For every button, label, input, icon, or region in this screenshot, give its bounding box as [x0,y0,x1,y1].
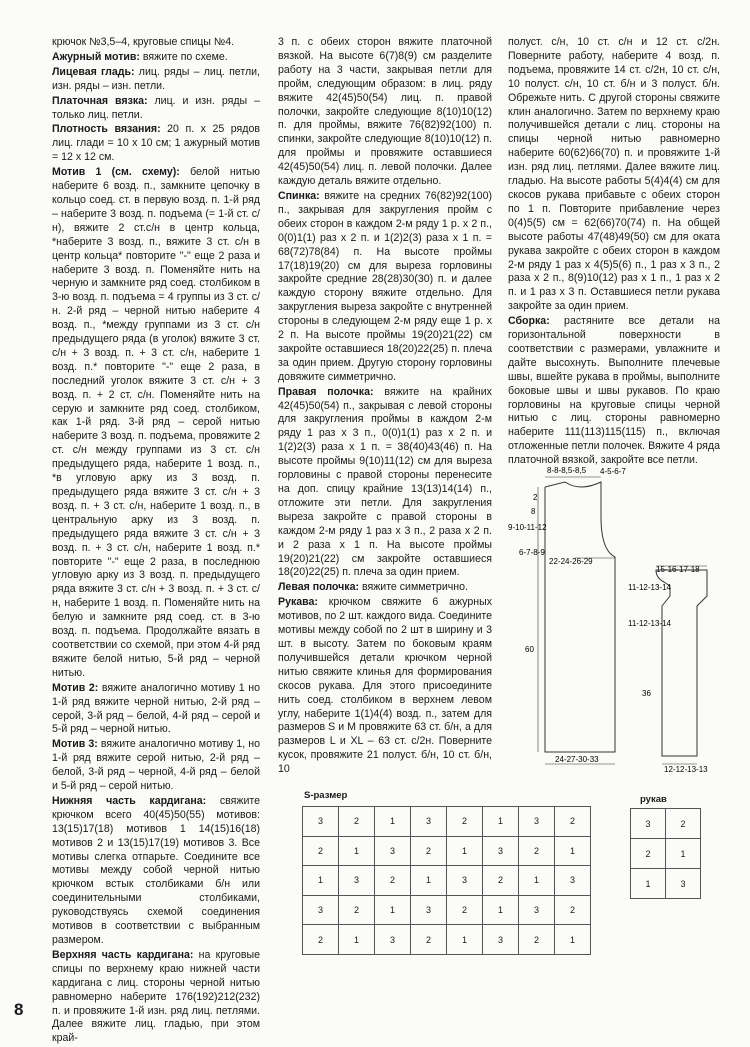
paragraph-heading: Плотность вязания: [52,123,161,136]
motif-grid-sleeve [630,808,701,899]
paragraph-heading: Рукава: [278,596,318,609]
grid-sleeve-title: рукав [640,794,667,805]
paragraph [52,949,260,1046]
label-front-neck: 8 [531,507,536,516]
grid-cell: 1 [631,869,666,899]
label-half-width: 24-27-30-33 [555,755,599,764]
paragraph-text: на круговые спицы по верхнему краю нижней части кардигана с лиц. стороны черной нитью равномерно наберите 176(192)212(232) п. и провяжите 1-й изн. ряд лиц. петлями. Далее вяжите лиц. гладью, при этом край- [52,948,260,1045]
paragraph-heading: Платочная вязка: [52,94,148,107]
grid-cell: 2 [339,807,375,837]
grid-cell: 1 [555,925,591,955]
grid-cell: 1 [339,925,375,955]
grid-cell: 1 [339,836,375,866]
label-sleeve-cap-a: 11-12-13-14 [628,583,671,592]
text-column-2 [278,36,492,778]
label-shoulder: 4-5-6-7 [600,467,626,476]
grid-row [631,839,701,869]
grid-cell: 1 [375,807,411,837]
label-sleeve-top: 15-16-17-18 [656,565,700,574]
paragraph [52,51,260,65]
label-sleeve-length: 36 [642,689,651,698]
grid-cell: 2 [555,807,591,837]
grid-row [303,807,591,837]
paragraph-heading: Ажурный мотив: [52,50,140,63]
paragraph-heading: Мотив 3: [52,738,98,751]
paragraph [52,66,260,94]
paragraph-text: полуст. с/н, 10 ст. с/н и 12 ст. с/2н. Поверните работу, наберите 4 возд. п. подъема, провяжите 14 ст. с/2н, 10 ст. с/н, 10 полуст. с/н, 10 ст. б/н и 3 полуст. б/н. Обрежьте нить. С другой стороны свяжите клин аналогично. Затем по верхнему краю получившейся детали с лиц. стороны на спицы черной нитью равномерно наберите 60(62)66(70) п. и провяжите 1-й изн. ряд лиц. петлями. Далее вяжите лиц. гладью. На высоте работы 5(4)4(4) см для скосов рукава прибавьте с обеих сторон по 1 п. Повторите прибавление через 0(4)5(5) см = 62(66)70(74) п. На общей высоте работы 47(48)49(50) см для оката рукава закройте с обеих сторон в каждом 2-м ряду 1 раз х 4(5)5(6) п., 1 раз х 3 п., 2 раза х 2 п., 8(9)10(12) раз х 1 п., 1 раз х 2 п. и 1 раз х 3 п. Оставшиеся петли рукава закройте за один прием. [508,36,720,313]
grid-cell: 3 [447,866,483,896]
text-column-3 [508,36,720,469]
grid-cell: 3 [375,836,411,866]
label-body-height: 60 [525,645,534,654]
grid-cell: 2 [411,836,447,866]
paragraph [278,36,492,189]
paragraph-heading: Сборка: [508,315,550,328]
paragraph [52,123,260,165]
grid-cell: 2 [519,925,555,955]
grid-cell: 3 [303,807,339,837]
motif-grid-s [302,806,591,955]
grid-cell: 1 [303,866,339,896]
grid-cell: 1 [519,866,555,896]
paragraph-text: вяжите на крайних 42(45)50(54) п., закрывая с левой стороны для закругления проймы в каждом 2-м ряду 1 раз х 3 п., 0(0)1(1) раз х 2 п. и 1(2)2(3) раза х 1 п. = 38(40)43(46) п. На высоте проймы 9(10)11(12) см для выреза горловины с правой стороны перенесите на доп. спицу крайние 13(13)14(14) п., отложите эти петли. Для закругления выреза закройте с правой стороны в каждом 2-м ряду 1 раз х 3 п., 2 раза х 2 п. и 2 раза х 1 п. На высоте проймы 19(20)21(22) см закройте оставшиеся 18(20)22(25) п. плеча за один прием. [278,385,492,579]
paragraph [52,166,260,681]
paragraph-text: 20 п. х 25 рядов лиц. глади = 10 х 10 см; 1 ажурный мотив = 12 х 12 см. [52,123,260,164]
grid-cell: 3 [666,869,701,899]
grid-cell: 3 [519,807,555,837]
body-schematic [505,462,626,784]
grid-cell: 3 [519,895,555,925]
grid-cell: 3 [303,895,339,925]
paragraph [52,795,260,948]
paragraph-text: 3 п. с обеих сторон вяжите платочной вязкой. На высоте 6(7)8(9) см разделите работу на 3 части, закрывая петли для пройм, следующим образом: в лиц. ряду вяжите 42(45)50(54) лиц. п. правой полочки, закройте следующие 8(10)10(12) п. для проймы, вяжите 76(82)92(100) п. спинки, закройте следующие 8(10)10(12) п. для проймы и провяжите оставшиеся 42(45)50(54) лиц. п. левой полочки. Далее каждую деталь вяжите отдельно. [278,36,492,188]
grid-cell: 2 [555,895,591,925]
grid-cell: 3 [375,925,411,955]
grid-cell: 3 [631,809,666,839]
paragraph-heading: Нижняя часть кардигана: [52,794,207,807]
grid-row [303,836,591,866]
paragraph-text: крючок №3,5–4, круговые спицы №4. [52,36,235,48]
paragraph-text: вяжите аналогично мотиву 1, но 1-й ряд вяжите серой нитью, 2-й ряд – белой, 3-й ряд – черной, 4-й ряд – белой и 5-й ряд – серой нитью. [52,738,260,793]
label-armhole-width: 22-24-26-29 [549,557,593,566]
grid-row [631,869,701,899]
grid-row [303,925,591,955]
paragraph [278,190,492,385]
page-number: 8 [14,1000,24,1019]
grid-cell: 1 [483,895,519,925]
grid-cell: 2 [447,895,483,925]
grid-cell: 2 [411,925,447,955]
paragraph [508,315,720,468]
grid-s-title: S-размер [304,790,348,801]
paragraph [278,581,492,595]
grid-row [303,895,591,925]
paragraph-text: вяжите аналогично мотиву 1 но 1-й ряд вяжите черной нитью, 2-й ряд – серой, 3-й ряд – белой, 4-й ряд – серой и 5-й ряд – черной нитью. [52,681,261,736]
label-sleeve-cap-b: 11-12-13-14 [628,619,671,628]
paragraph [52,738,260,794]
grid-cell: 2 [303,836,339,866]
grid-cell: 2 [447,807,483,837]
grid-cell: 2 [483,866,519,896]
paragraph-text: растяните все детали на горизонтальной поверхности в соответствии с размерами, увлажните и дайте высохнуть. Выполните плечевые швы, вшейте рукава в проймы, выполните боковые швы и швы рукавов. По краю горловины на круговые спицы черной нитью с лиц. стороны равномерно наберите 111(113)115(115) п., включая отложенные петли полочек. Вяжите 4 ряда платочной вязкой, закройте все петли. [508,315,720,467]
grid-cell: 3 [483,836,519,866]
text-column-1 [52,36,260,1047]
label-armhole-shape: 6-7-8-9 [519,548,545,557]
paragraph-text: свяжите крючком всего 40(45)50(55) мотивов: 13(15)17(18) мотивов 1 14(15)16(18) мотивов 2 и 13(15)17(19) мотивов 3. Все мотивы слегка отпарьте. Соедините все мотивы между собой черной нитью крючком встык столбиками б/н или соединительными столбиками, руководствуясь схемой соединения мотивов в соответствии с выбранным размером. [52,794,260,946]
grid-cell: 3 [483,925,519,955]
sleeve-outline [656,570,707,756]
grid-cell: 2 [375,866,411,896]
paragraph [508,36,720,314]
grid-cell: 1 [375,895,411,925]
paragraph-heading: Мотив 1 (см. схему): [52,166,180,179]
paragraph-text: белой нитью наберите 6 возд. п., замкните цепочку в кольцо соед. ст. в первую возд. п. 1-й ряд – наберите 3 возд. п. подъема (= 1-й ст. с/н), вяжите 2 ст.с/н в центр кольца, *наберите 3 возд. п., вяжите 3 ст. с/н в центр кольца* повторите "-" еще 2 раза и наберите 3 возд. п. Поменяйте нить на черную и замкните ряд соед. столбиком в 3-ю возд. п. подъема = 4 группы из 3 ст. с/н. 2-й ряд – черной нитью наберите 4 возд. п., *между группами из 3 ст. с/н предыдущего ряда (в уголок) вяжите 3 ст. с/н + 3 возд. п. + 3 ст. с/н, наберите 1 возд. п.* повторите "-" еще 2 раза, в последний уголок вяжите 3 ст. с/н + 3 возд. п. + 2 ст. с/н. Поменяйте нить на серую и замкните ряд соед. столбиком, как 1-й ряд. 3-й ряд – серой нитью наберите 3 возд. п. подъема, провяжите 2 ст. с/н между группами из 3 ст. с/н предыдущего ряда, наберите 1 возд. п., *в угловую арку из 3 возд. п. предыдущего ряда вяжите 3 ст. с/н + 3 возд. п. + 3 ст. с/н, наберите 1 возд. п., в центральную арку из 3 возд. п. предыдущего ряда вяжите 3 ст. с/н + 3 возд. п. + 3 ст. с/н, наберите 1 возд. п.* повторите "-" еще 2 раза, в последнюю угловую арку из 3 возд. п. предыдущего ряда вяжите 3 ст. с/н + 3 возд. п. + 3 ст. с/н, наберите 1 возд. п. Поменяйте нить на белую и замкните ряд соед. ст. в 3-ю возд. п. подъема. Продолжайте вязать в соответствии со схемой, при этом 4-й ряд вяжите белой нитью, 5-й ряд – черной нитью. [52,166,260,679]
grid-cell: 2 [666,809,701,839]
grid-cell: 2 [519,836,555,866]
paragraph-text: вяжите на средних 76(82)92(100) п., закрывая для закругления пройм с обеих сторон в каждом 2-м ряду 1 р. х 2 п., 0(0)1(1) раз х 2 п. и 1(2)2(3) раза х 1 п. = 68(72)78(84) п. На высоте проймы 17(18)19(20) см для выреза горловины закройте средние 28(28)30(30) п. и далее каждую сторону вяжите отдельно. Для закругления выреза закройте с внутренней стороны в следующем 2-м ряду еще 1 р. х 2 п. На высоте проймы 19(20)21(22) см закройте оставшиеся 18(20)22(25) п. плеча за один прием. Другую сторону горловины довяжите симметрично. [278,189,492,383]
paragraph-heading: Левая полочка: [278,581,359,594]
paragraph-heading: Лицевая гладь: [52,65,135,78]
grid-cell: 2 [303,925,339,955]
grid-cell: 1 [666,839,701,869]
grid-cell: 1 [555,836,591,866]
paragraph [52,36,260,50]
grid-cell: 3 [411,807,447,837]
grid-cell: 1 [411,866,447,896]
grid-row [303,866,591,896]
label-neck-drop: 2 [533,493,538,502]
body-outline [545,482,615,752]
paragraph-heading: Верхняя часть кардигана: [52,948,194,961]
label-armhole-front: 9-10-11-12 [508,523,547,532]
label-sleeve-cuff: 12-12-13-13 [664,765,708,774]
paragraph-text: лиц. ряды – лиц. петли, изн. ряды – изн. петли. [52,65,261,92]
grid-cell: 2 [631,839,666,869]
paragraph-text: лиц. и изн. ряды – только лиц. петли. [52,94,260,121]
paragraph [52,95,260,123]
grid-cell: 3 [555,866,591,896]
paragraph-text: крючком свяжите 6 ажурных мотивов, по 2 шт. каждого вида. Соедините мотивы между собой по 2 шт в ширину и 3 шт. в высоту. Затем по боковым краям получившейся детали крючком черной нитью свяжите клинья для формирования скосов рукава. Для этого присоедините нить соед. столбиком в верхнем левом углу, наберите 1(1)4(4) возд. п., затем для размеров S и M провяжите 63 ст. б/н, а для размеров L и XL – 63 ст. с/2н. Поверните кусок, провяжите 21 полуст. б/н, 10 ст. б/н, 10 [278,596,492,776]
grid-cell: 1 [483,807,519,837]
grid-cell: 3 [339,866,375,896]
grid-cell: 3 [411,895,447,925]
grid-cell: 2 [339,895,375,925]
sleeve-schematic [622,558,722,780]
label-neck-width: 8-8-8,5-8,5 [547,466,587,475]
paragraph-heading: Мотив 2: [52,681,99,694]
grid-cell: 1 [447,925,483,955]
grid-cell: 1 [447,836,483,866]
paragraph-heading: Спинка: [278,189,320,202]
paragraph [278,596,492,777]
paragraph [278,386,492,581]
grid-row [631,809,701,839]
paragraph-heading: Правая полочка: [278,385,374,398]
paragraph [52,682,260,738]
paragraph-text: вяжите по схеме. [139,50,228,63]
paragraph-text: вяжите симметрично. [359,581,468,594]
